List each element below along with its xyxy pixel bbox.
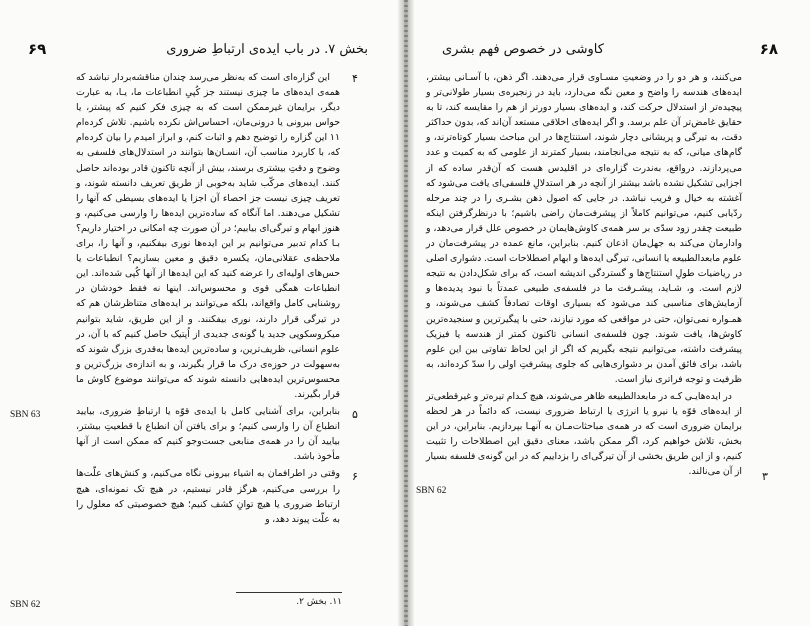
paragraph-3: در ایده‌هایـی کـه در مابعدالطبیعه ظاهر می‌شوند، هیچ کـدام تیره‌تر و غیرقطعی‌تر از ایده‌های قوّه یا نیرو یا انرژی یا ارتباط ضروری نیست، که دائماً در هر لحظه برایمان ضروری است که در همه‌ی مباحثات‌مـان به آنهـا بپردازیم. بنابراین، در این بخش، تلاش خواهیم کرد، اگر ممکن باشد، معنای دقیق این اصطلاحات را تثبیت کنیم، و از این طریق بخشی از آن تیرگی‌ای را بزداییم که در این گونه‌ی فلسفه بسیار از آن می‌نالند. xyxy=(426,390,742,478)
margin-ref-sbn-63: SBN 63 xyxy=(10,410,41,420)
right-page-header xyxy=(442,38,778,60)
left-page-number: ۶۹ xyxy=(28,40,47,58)
paragraph-number-3: ۳ xyxy=(762,470,768,483)
right-page xyxy=(412,0,810,626)
right-page-header-title: کاوشی در خصوص فهم بشری xyxy=(442,41,604,57)
margin-ref-sbn-62-bottom: SBN 62 xyxy=(10,600,41,610)
paragraph-4: این گزاره‌ای است که به‌نظر می‌رسد چندان مناقشه‌بردار نباشد که همه‌ی ایده‌های ما چیزی نیستند جز کُپیِ انطباعات ما، یـا، به عبارت دیگر، برایمان غیرممکن است که به چیزی فکر کنیم که پیشتر، یا حواس بیرونی یا درونی‌مان، احساس‌اش نکرده باشیم. تلاش کرده‌ام ۱۱ این گزاره را توضیح دهم و اثبات کنم، و ابراز امیدم را بیان کرده‌ام که، با کاربرد مناسب آن، انسـان‌ها بتوانند در استدلال‌های فلسفی به وضوح و دقتِ بیشتری برسند، بیش از آنچه تاکنون قادر بوده‌اند حاصل کنند. ایده‌های مرکّب شاید به‌خوبی از طریق تعریف دانسته شوند، و تعریف چیزی نیست جز احصاء آن اجزا یا ایده‌های بسیطی که آنها را تشکیل می‌دهند. اما آنگاه که ساده‌ترین ایده‌ها را وارسی می‌کنیم، و هنوز ابهام و تیرگی‌ای بیابیم؛ در آن صورت چه امکانی در اختیار داریم؟ بـا کدام تدبیر می‌توانیم بر این ایده‌ها نوری بیفکنیم، و آنها را، برای ملاحظه‌ی عقلانی‌مان، یکسره دقیق و معین بسازیم؟ انطباعات یا حس‌های اولیه‌ای را عرضه کنید که این ایده‌ها از آنها کُپی شده‌اند. این انطباعات همگی قوی و محسوس‌اند. اینها نه فقط خودشان در روشنایی کامل واقع‌اند، بلکه می‌توانند بر ایده‌های متناظرشان هم که در تیرگی قرار دارند، نوری بیفکنند. و از این طریق، شاید بتوانیم میکروسکوپی جدید یا گونه‌ی جدیدی از اُپتیک حاصل کنیم که با آن، در علوم انسانی، ظریف‌ترین، و ساده‌ترین ایده‌ها به‌قدری بزرگ شوند که به‌سهولت در حوزه‌ی درک ما قرار بگیرند، و به اندازه‌ی بزرگ‌ترین و محسوس‌ترین ایده‌هایی دانسته شوند که می‌توانند موضوع کاوش ما قرار بگیرند. xyxy=(76,72,340,400)
right-page-body xyxy=(426,70,742,482)
right-page-number: ۶۸ xyxy=(759,40,778,58)
left-page-body xyxy=(76,70,340,529)
paragraph-5: بنابراین، برای آشنایی کامل با ایده‌ی قوّه یا ارتباطِ ضروری، بیایید انطباع آن را وارسی کنیم؛ و برای یافتن آن انطباع با قطعیتِ بیشتر، بیایید آن را در همه‌ی منابعی جست‌وجو کنیم که ممکن است از آنها مأخوذ باشد. xyxy=(76,406,340,463)
left-page-header xyxy=(28,38,368,60)
paragraph-number-6: ۶ xyxy=(352,470,358,483)
paragraph-number-4: ۴ xyxy=(352,72,358,85)
paragraph-6: وقتی در اطرافمان به اشیاء بیرونی نگاه می‌کنیم، و کنش‌های علّت‌ها را بررسی می‌کنیم، هرگز قادر نیستیم، در هیچ تک نمونه‌ای، هیچ ارتباط ضروری یا هیچ توانِ کشف کنیم؛ هیچ خصوصیتی که معلول را به علّت پیوند دهد، و xyxy=(76,468,340,525)
paragraph-number-5: ۵ xyxy=(352,408,358,421)
left-page-header-title: بخش ۷. در باب ایده‌ی ارتباطِ ضروری xyxy=(166,41,368,57)
footnote-rule xyxy=(236,592,342,593)
left-page xyxy=(0,0,400,626)
margin-ref-sbn-62: SBN 62 xyxy=(416,486,447,496)
footnote-11: ۱۱. بخش ۲. xyxy=(296,597,342,607)
paragraph-2-continued: می‌کنند، و هر دو را در وضعیتِ مسـاوی قرار می‌دهند. اگر ذهن، با آسـانی بیشتر، ایده‌های هندسه را واضح و معین نگه می‌دارد، باید در زنجیره‌ی بسیار طولانی‌تر و پیچیده‌تر از استدلال حرکت کند، و ایده‌های بسیار دورتر از هم را مقایسه کند، تا به حقایق غامض‌تر آن علم برسد. و اگر ایده‌های اخلاقی مستعد آن‌اند که، بدون حداکثر دقت، به تیرگی و پریشانی دچار شوند، استنتاج‌ها در این مباحث بسیار کوتاه‌ترند، و گام‌های میانی، که به نتیجه می‌انجامند، بسیار کمترند از علومی که به کمیت و عدد می‌پردازند. درواقع، به‌ندرت گزاره‌ای در اقلیدس هست که آن‌قدر ساده که از اجزایی تشکیل نشده باشد بیشتر از آنچه در هر استدلالِ فلسفی‌ای یافت می‌شود که آغشته به خیال و فریب نباشد. در جایی که اصول ذهن بشـری را در چند مرحله ردّیابی کنیم، می‌توانیم کاملاً از پیشرفت‌مان راضی باشیم؛ با درنظرگرفتن اینکه طبیعت چقدر زود سدّی بر سر همه‌ی کاوش‌هایمان در خصوص علل قرار می‌دهد، و وادارمان می‌کند به جهل‌مان اذعان کنیم. بنابراین، مانع عمده در پیشرفت‌مان در علوم مابعدالطبیعه یا انسانی، تیرگی ایده‌ها و ابهام اصطلاحات است. دشواری اصلی در ریاضیات طولِ استنتاج‌ها و گستردگی اندیشه است، که برای شکل‌دادن به نتیجه لازم است. و، شـاید، پیشـرفت ما در فلسفه‌ی طبیعی عمدتاً با نبود پدیده‌ها و آزمایش‌های مناسبی کند می‌شود که بسیاری اوقات تصادفاً کشف می‌شوند، و همـواره نمی‌توان، حتی در مواقعی که مورد نیازند، حتی با پیگیرترین و سنجیده‌ترین کاوش‌ها، یافت شوند. چون فلسفه‌ی انسانی تاکنون کمتر از هندسه یا فیزیک پیشرفت داشته، می‌توانیم نتیجه بگیریم که اگر از این لحاظ تفاوتی بین این علوم باشد، برای فائق آمدن بر دشواری‌هایی که جلوی پیشرفتِ اولی را سدّ کرده‌اند، به ظرفیت و توجه فراتری نیاز است. xyxy=(426,72,742,385)
